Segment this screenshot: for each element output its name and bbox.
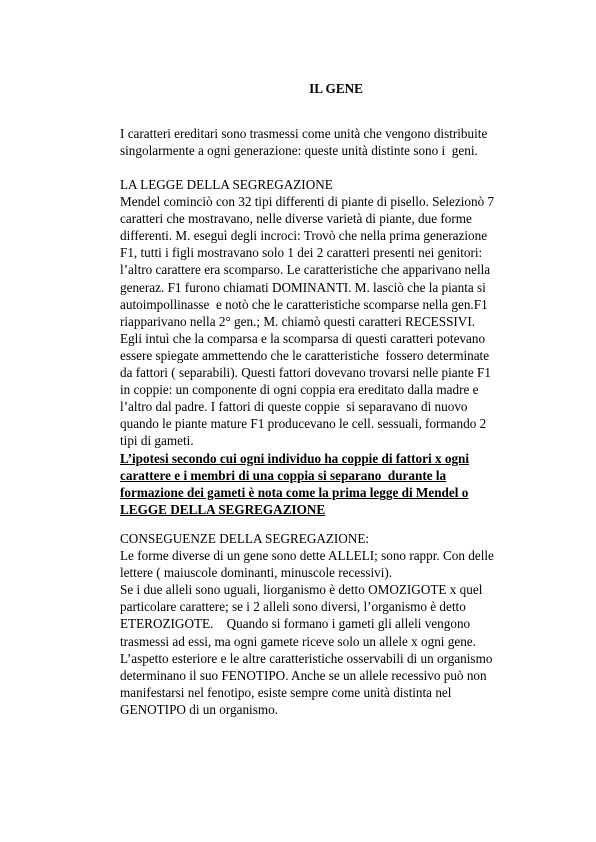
paragraph-line: L’aspetto esteriore e le altre caratteristiche osservabili di un organismo (120, 650, 493, 666)
paragraph-line: GENOTIPO di un organismo. (120, 701, 278, 717)
paragraph-line: l’altro carattere era scomparso. Le caratteristiche che apparivano nella (120, 262, 491, 278)
paragraph-line: lettere ( maiuscole dominanti, minuscole recessivi). (120, 565, 393, 581)
law-statement-line: formazione dei gameti è nota come la prima legge di Mendel o (120, 484, 469, 500)
intro-line: singolarmente a ogni generazione: queste unità distinte sono i geni. (120, 143, 478, 159)
paragraph-line: F1, tutti i figli mostravano solo 1 dei 2 caratteri presenti nei genitori: (120, 245, 483, 261)
paragraph-line: particolare carattere; se i 2 alleli sono diversi, l’organismo è detto (120, 599, 466, 615)
paragraph-line: ETEROZIGOTE. Quando si formano i gameti gli alleli vengono (120, 616, 471, 632)
paragraph-line: trasmessi ad essi, ma ogni gamete riceve solo un allele x ogni gene. (120, 633, 476, 649)
paragraph-line: determinano il suo FENOTIPO. Anche se un allele recessivo può non (120, 667, 487, 683)
paragraph-line: tipi di gameti. (120, 433, 194, 449)
section-heading: LA LEGGE DELLA SEGREGAZIONE (120, 177, 333, 192)
paragraph-line: l’altro dal padre. I fattori di queste coppie si separavano di nuovo (120, 399, 468, 415)
law-statement-line: carattere e i membri di una coppia si separano durante la (120, 467, 447, 483)
paragraph-line: Le forme diverse di un gene sono dette ALLELI; sono rappr. Con delle (120, 548, 494, 564)
paragraph-line: caratteri che mostravano, nelle diverse varietà di piante, due forme (120, 211, 472, 227)
law-statement-line: L’ipotesi secondo cui ogni individuo ha coppie di fattori x ogni (120, 450, 470, 466)
paragraph-line: differenti. M. eseguì degli incroci: Trovò che nella prima generazione (120, 228, 488, 244)
intro-paragraph (120, 125, 540, 159)
paragraph-line: Se i due alleli sono uguali, liorganismo è detto OMOZIGOTE x quel (120, 582, 483, 598)
paragraph-line: quando le piante mature F1 producevano le cell. sessuali, formando 2 (120, 416, 487, 432)
paragraph-line: Mendel cominciò con 32 tipi differenti di piante di pisello. Selezionò 7 (120, 194, 495, 210)
paragraph-line: riapparivano nella 2° gen.; M. chiamò questi caratteri RECESSIVI. (120, 313, 476, 329)
section-heading: CONSEGUENZE DELLA SEGREGAZIONE: (120, 531, 370, 546)
paragraph-line: essere spiegate ammettendo che le caratteristiche fossero determinate (120, 347, 490, 363)
paragraph-line: manifestarsi nel fenotipo, esiste sempre come unità distinta nel (120, 684, 452, 700)
paragraph-line: in coppie: un componente di ogni coppia era ereditato dalla madre e (120, 382, 479, 398)
consequences-section (120, 530, 540, 718)
page-title: IL GENE (309, 81, 363, 96)
paragraph-line: autoimpollinasse e notò che le caratteristiche scomparse nella gen.F1 (120, 296, 488, 312)
paragraph-line: generaz. F1 furono chiamati DOMINANTI. M. lasciò che la pianta si (120, 279, 486, 295)
law-statement-line: LEGGE DELLA SEGREGAZIONE (120, 501, 326, 517)
intro-line: I caratteri ereditari sono trasmessi come unità che vengono distribuite (120, 126, 488, 141)
segregation-section (120, 176, 540, 518)
paragraph-line: Egli intuì che la comparsa e la scomparsa di questi caratteri potevano (120, 330, 486, 346)
paragraph-line: da fattori ( separabili). Questi fattori dovevano trovarsi nelle piante F1 (120, 365, 491, 381)
